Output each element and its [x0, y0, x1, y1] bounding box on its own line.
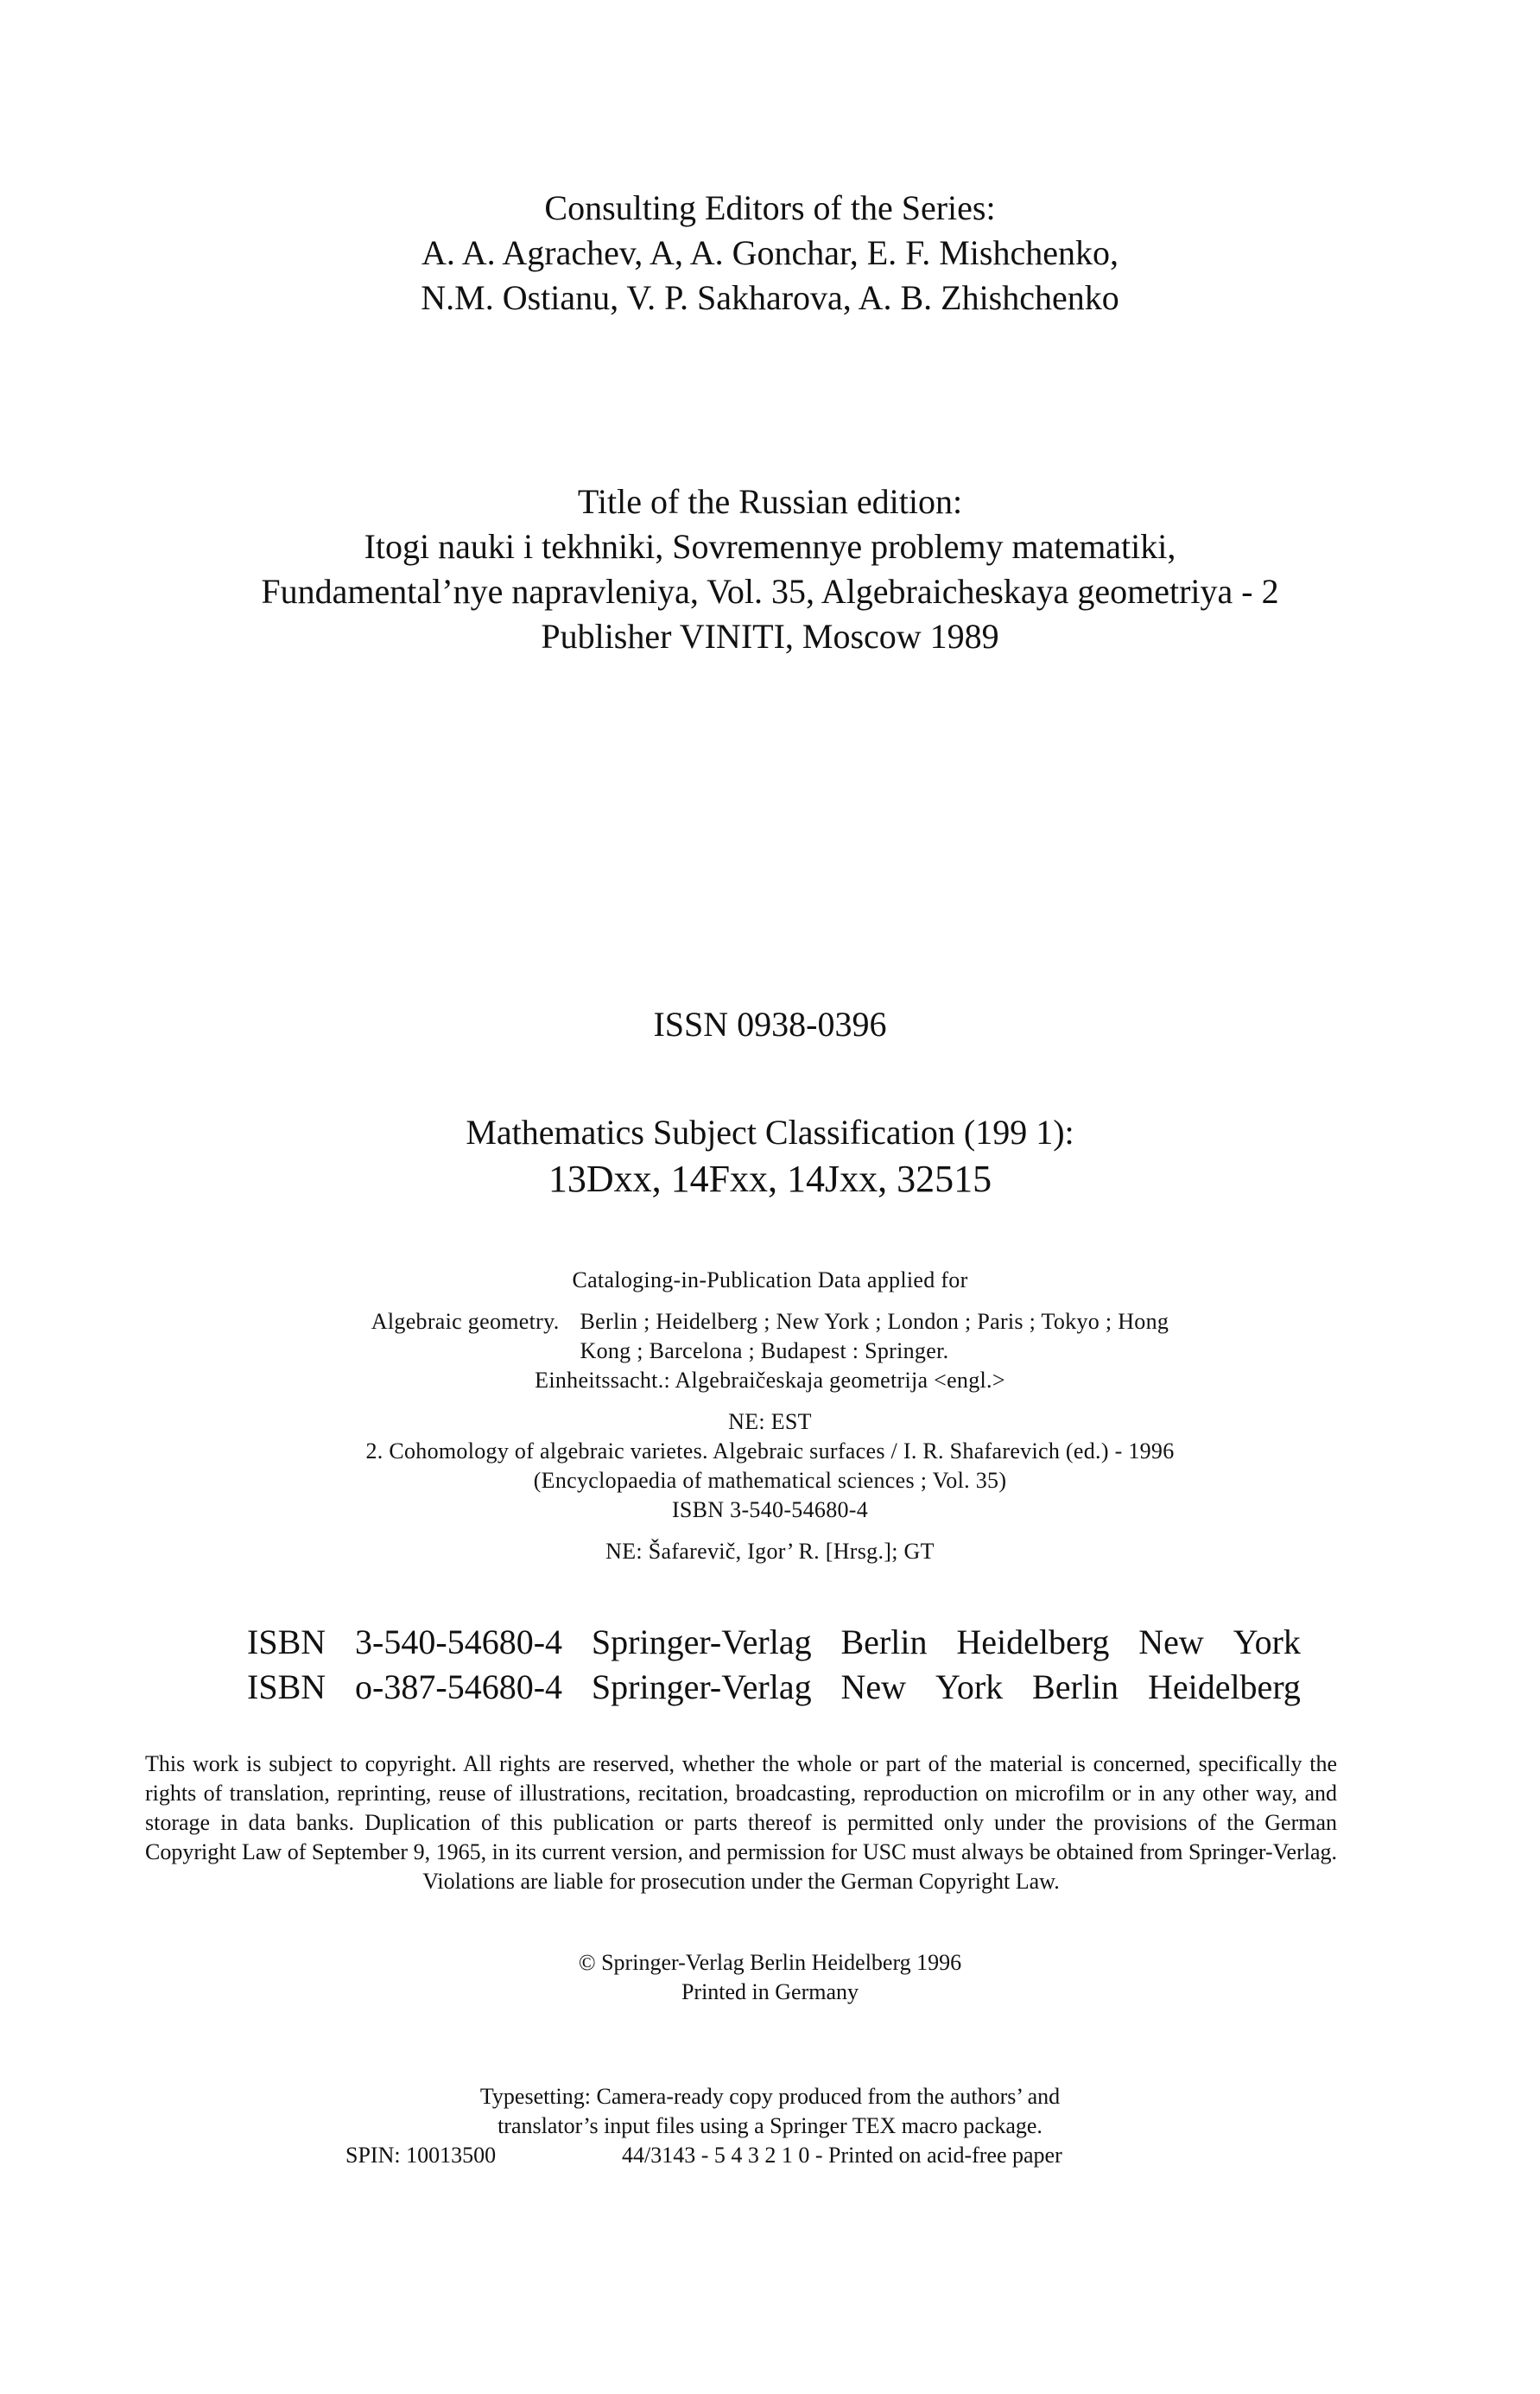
cip-ne-1: NE: EST [728, 1409, 812, 1434]
cip-title-1: 2. Cohomology of algebraic varietes. Algebraic surfaces / I. R. Shafarevich (ed.) - 1996 [365, 1438, 1175, 1464]
isbn-city: Heidelberg [956, 1622, 1110, 1661]
isbn-city: York [1233, 1622, 1301, 1661]
imprint-printed: Printed in Germany [681, 1979, 859, 2004]
cip-place-1: Berlin ; Heidelberg ; New York ; London ; Paris ; Tokyo ; Hong [580, 1309, 1169, 1334]
isbn-city: New [1138, 1622, 1204, 1661]
russian-edition [0, 479, 1540, 659]
isbn-list [247, 1620, 1301, 1710]
issn [0, 1002, 1540, 1047]
isbn-publisher: Springer-Verlag [591, 1622, 812, 1661]
consulting-line-2: N.M. Ostianu, V. P. Sakharova, A. B. Zhishchenko [421, 278, 1119, 317]
isbn-row [247, 1620, 1301, 1665]
subject-classification [0, 1110, 1540, 1203]
isbn-city: Berlin [840, 1622, 928, 1661]
isbn-row [247, 1665, 1301, 1710]
isbn-label: ISBN [247, 1622, 326, 1661]
spin-line [345, 2141, 1209, 2170]
cip-isbn: ISBN 3-540-54680-4 [671, 1497, 869, 1522]
isbn-city: Heidelberg [1147, 1667, 1301, 1706]
isbn-city: York [935, 1667, 1004, 1706]
cip-heading: Cataloging-in-Publication Data applied for [572, 1267, 968, 1292]
cip-place-2: Kong ; Barcelona ; Budapest : Springer. [580, 1338, 949, 1363]
consulting-line-1: A. A. Agrachev, A, A. Gonchar, E. F. Mishchenko, [421, 233, 1119, 272]
typesetting-line-1: Typesetting: Camera-ready copy produced from the authors’ and [479, 2084, 1061, 2109]
russian-line-1: Itogi nauki i tekhniki, Sovremennye problemy matematiki, [364, 527, 1176, 566]
isbn-number: 3-540-54680-4 [355, 1622, 563, 1661]
russian-line-2: Fundamental’nye napravleniya, Vol. 35, Algebraicheskaya geometriya - 2 [261, 572, 1279, 611]
isbn-number: o-387-54680-4 [355, 1667, 563, 1706]
spin-code: SPIN: 10013500 [345, 2143, 497, 2168]
consulting-editors [0, 186, 1540, 321]
typesetting-line-2: translator’s input files using a Springer TEX macro package. [497, 2113, 1043, 2138]
isbn-label: ISBN [247, 1667, 326, 1706]
isbn-publisher: Springer-Verlag [591, 1667, 812, 1706]
isbn-city: New [840, 1667, 907, 1706]
cip-places [580, 1307, 1169, 1366]
cip-ne-2: NE: Šafarevič, Igor’ R. [Hrsg.]; GT [605, 1539, 935, 1564]
cip-lead: Algebraic geometry. [371, 1309, 560, 1334]
cip-einheitssacht: Einheitssacht.: Algebraičeskaja geometrija <engl.> [535, 1368, 1005, 1393]
imprint [0, 1948, 1540, 2007]
cataloging-data [0, 1266, 1540, 1566]
msc-heading: Mathematics Subject Classification (199 1): [466, 1113, 1074, 1152]
cip-entry [0, 1307, 1540, 1366]
cip-title-2: (Encyclopaedia of mathematical sciences ; Vol. 35) [533, 1468, 1007, 1493]
russian-line-3: Publisher VINITI, Moscow 1989 [541, 617, 999, 656]
russian-heading: Title of the Russian edition: [577, 482, 963, 521]
copyright-notice: This work is subject to copyright. All rights are reserved, whether the whole or part of the material is concerned, specifically the rights of translation, reprinting, reuse of illustrations, recitation, broadcasting, reproduction on microfilm or in any other way, and storage in data banks. Duplication of this publication or parts thereof is permitted only under the provisions of the German Copyright Law of September 9, 1965, in its current version, and permission for USC must always be obtained from Springer-Verlag. Violations are liable for prosecution under the German Copyright Law. [145, 1751, 1337, 1894]
msc-codes: 13Dxx, 14Fxx, 14Jxx, 32515 [548, 1158, 992, 1200]
imprint-copyright: © Springer-Verlag Berlin Heidelberg 1996 [578, 1950, 962, 1975]
spin-rest: 44/3143 - 5 4 3 2 1 0 - Printed on acid-free paper [622, 2143, 1062, 2168]
isbn-city: Berlin [1032, 1667, 1119, 1706]
typesetting-note [0, 2082, 1540, 2141]
issn-number: ISSN 0938-0396 [653, 1005, 887, 1044]
consulting-heading: Consulting Editors of the Series: [544, 188, 996, 227]
